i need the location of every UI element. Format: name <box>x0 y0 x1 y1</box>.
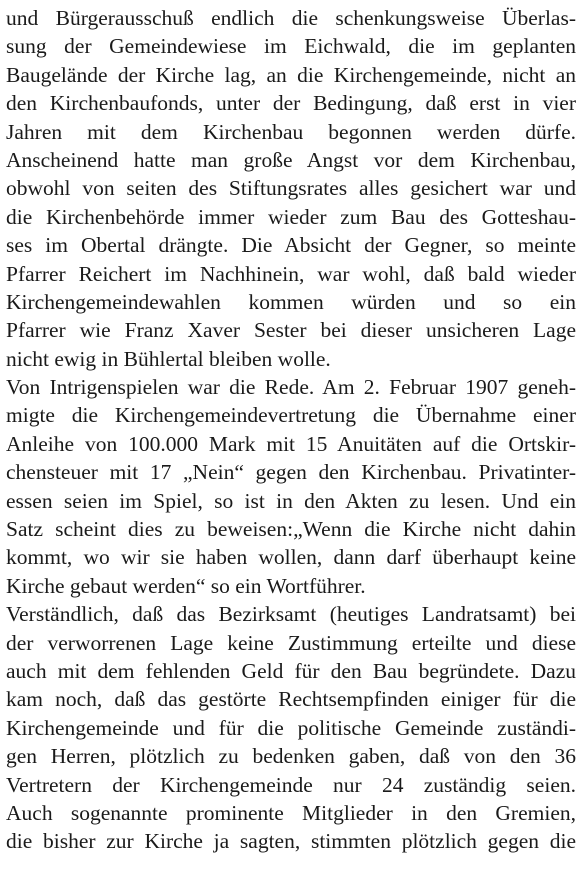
text-line: obwohl von seiten des Stiftungsrates alles gesichert war und <box>6 176 576 201</box>
text-line: Von Intrigenspielen war die Rede. Am 2. Februar 1907 geneh- <box>6 375 576 400</box>
text-line: und Bürgerausschuß endlich die schenkungsweise Überlas- <box>6 6 576 30</box>
paragraph-2 <box>6 373 576 600</box>
text-line: Kirchengemeinde und für die politische Gemeinde zuständi- <box>6 715 576 740</box>
text-line: ses im Obertal drängte. Die Absicht der Gegner, so meinte <box>6 233 576 258</box>
text-line: Anscheinend hatte man große Angst vor dem Kirchenbau, <box>6 147 576 172</box>
text-line: Kirche gebaut werden“ so ein Wortführer. <box>6 573 366 598</box>
text-line: den Kirchenbaufonds, unter der Bedingung, daß erst in vier <box>6 91 576 116</box>
text-line: auch mit dem fehlenden Geld für den Bau begründete. Dazu <box>6 658 576 683</box>
text-line: Pfarrer wie Franz Xaver Sester bei dieser unsicheren Lage <box>6 318 576 343</box>
text-line: Satz scheint dies zu beweisen:„Wenn die Kirche nicht dahin <box>6 517 576 542</box>
text-line: der verworrenen Lage keine Zustimmung erteilte und diese <box>6 630 576 655</box>
paragraph-1 <box>6 4 576 373</box>
text-line: kam noch, daß das gestörte Rechtsempfinden einiger für die <box>6 687 576 712</box>
text-line: Verständlich, daß das Bezirksamt (heutiges Landratsamt) bei <box>6 602 576 627</box>
text-line: Pfarrer Reichert im Nachhinein, war wohl, daß bald wieder <box>6 261 576 286</box>
text-line: chensteuer mit 17 „Nein“ gegen den Kirchenbau. Privatinter- <box>6 460 576 485</box>
text-line: Auch sogenannte prominente Mitglieder in den Gremien, <box>6 800 576 825</box>
text-line: Vertretern der Kirchengemeinde nur 24 zuständig seien. <box>6 772 576 797</box>
text-line: essen seien im Spiel, so ist in den Akten zu lesen. Und ein <box>6 488 576 513</box>
text-line: Jahren mit dem Kirchenbau begonnen werden dürfe. <box>6 119 576 144</box>
text-line: kommt, wo wir sie haben wollen, dann darf überhaupt keine <box>6 545 576 570</box>
text-line: migte die Kirchengemeindevertretung die Übernahme einer <box>6 403 576 428</box>
text-line: Anleihe von 100.000 Mark mit 15 Anuitäten auf die Ortskir- <box>6 431 576 456</box>
text-line: Kirchengemeindewahlen kommen würden und so ein <box>6 289 576 314</box>
text-line: gen Herren, plötzlich zu bedenken gaben, daß von den 36 <box>6 744 576 769</box>
text-line: die bisher zur Kirche ja sagten, stimmten plötzlich gegen die <box>6 829 576 854</box>
text-line: sung der Gemeindewiese im Eichwald, die im geplanten <box>6 34 576 59</box>
paragraph-3 <box>6 600 576 856</box>
text-line: Baugelände der Kirche lag, an die Kirchengemeinde, nicht an <box>6 62 576 87</box>
text-line: nicht ewig in Bühlertal bleiben wolle. <box>6 346 331 371</box>
document-page <box>6 4 576 856</box>
text-line: die Kirchenbehörde immer wieder zum Bau des Gotteshau- <box>6 204 576 229</box>
